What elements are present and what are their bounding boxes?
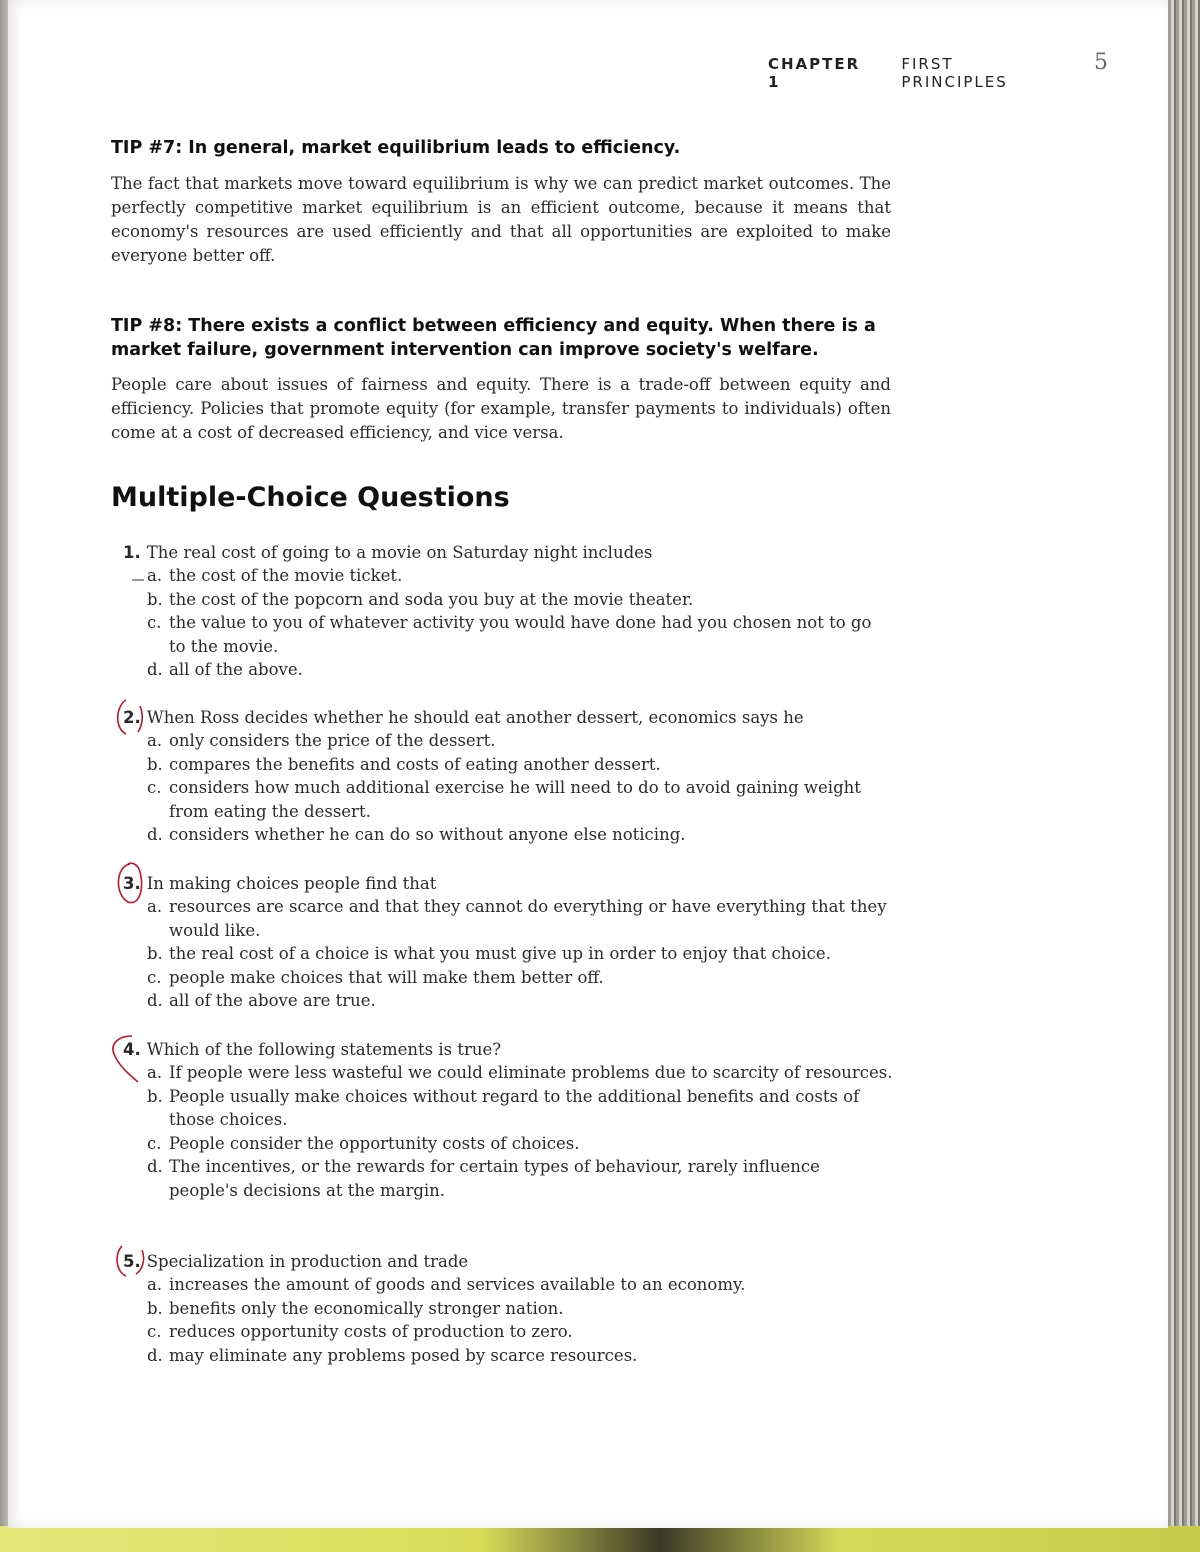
option-text: the cost of the movie ticket. bbox=[169, 566, 403, 585]
answer-option bbox=[147, 942, 893, 966]
option-text: reduces opportunity costs of production to zero. bbox=[169, 1322, 573, 1341]
answer-option bbox=[147, 1344, 893, 1368]
answer-option bbox=[147, 564, 893, 588]
tip-7-body: The fact that markets move toward equilibrium is why we can predict market outcomes. The perfectly competitive market equilibrium is an efficient outcome, because it means that economy's resources are used efficiently and that all opportunities are exploited to make everyone better off. bbox=[111, 174, 891, 265]
question-stem bbox=[123, 1038, 893, 1061]
question-text: The real cost of going to a movie on Saturday night includes bbox=[146, 543, 653, 562]
option-text: considers how much additional exercise he will need to do to avoid gaining weight from eating the dessert. bbox=[169, 778, 861, 821]
question-2 bbox=[123, 706, 893, 847]
answer-option bbox=[147, 1273, 893, 1297]
book-page bbox=[8, 0, 1168, 1528]
answer-option bbox=[147, 966, 893, 990]
answer-option bbox=[147, 895, 893, 942]
option-letter: d. bbox=[147, 660, 163, 679]
answer-option bbox=[147, 611, 893, 658]
question-4 bbox=[123, 1038, 893, 1202]
question-text: When Ross decides whether he should eat another dessert, economics says he bbox=[146, 708, 804, 727]
answer-option bbox=[147, 1085, 893, 1132]
question-text: Specialization in production and trade bbox=[146, 1252, 469, 1271]
option-letter: b. bbox=[147, 944, 163, 963]
page-edge-stack bbox=[1168, 0, 1200, 1552]
option-text: The incentives, or the rewards for certain types of behaviour, rarely influence people's decisions at the margin. bbox=[169, 1157, 820, 1200]
question-stem bbox=[123, 872, 893, 895]
scan-bottom-strip bbox=[0, 1526, 1200, 1552]
answer-options bbox=[123, 1273, 893, 1367]
answer-option bbox=[147, 658, 893, 682]
tip-8-body: People care about issues of fairness and equity. There is a trade-off between equity and efficiency. Policies that promote equity (for example, transfer payments to individuals) often come at a cost of decreased efficiency, and vice versa. bbox=[111, 375, 891, 442]
question-text: Which of the following statements is true? bbox=[146, 1040, 502, 1059]
option-letter: b. bbox=[147, 589, 163, 609]
question-1 bbox=[123, 541, 893, 682]
answer-option bbox=[147, 823, 893, 847]
option-text: may eliminate any problems posed by scarce resources. bbox=[169, 1345, 638, 1365]
answer-option bbox=[147, 1320, 893, 1344]
option-letter: c. bbox=[147, 1133, 162, 1153]
option-text: resources are scarce and that they cannot do everything or have everything that they would like. bbox=[169, 897, 887, 940]
question-3 bbox=[123, 872, 893, 1013]
option-letter: a. bbox=[147, 1063, 163, 1082]
option-text: If people were less wasteful we could eliminate problems due to scarcity of resources. bbox=[169, 1063, 893, 1082]
answer-options bbox=[123, 729, 893, 847]
question-number: 3. bbox=[123, 874, 141, 893]
option-letter: c. bbox=[147, 967, 162, 987]
chapter-label: CHAPTER 1 bbox=[768, 55, 861, 91]
answer-options bbox=[123, 895, 893, 1013]
option-letter: a. bbox=[147, 897, 163, 916]
question-number: 5. bbox=[123, 1252, 141, 1271]
option-letter: d. bbox=[147, 991, 163, 1010]
option-letter: d. bbox=[147, 1157, 163, 1176]
option-text: People usually make choices without regard to the additional benefits and costs of those choices. bbox=[169, 1086, 860, 1129]
tip-8-title: TIP #8: There exists a conflict between efficiency and equity. When there is a market failure, government intervention can improve society's welfare. bbox=[111, 316, 876, 360]
option-text: only considers the price of the dessert. bbox=[169, 731, 496, 750]
option-text: all of the above are true. bbox=[169, 991, 376, 1010]
tip-7-title: TIP #7: In general, market equilibrium leads to efficiency. bbox=[111, 138, 681, 158]
section-heading: Multiple-Choice Questions bbox=[111, 482, 510, 513]
answer-options bbox=[123, 564, 893, 682]
answer-options bbox=[123, 1061, 893, 1202]
question-text: In making choices people find that bbox=[146, 874, 437, 893]
page-number: 5 bbox=[1094, 50, 1108, 75]
option-letter: c. bbox=[147, 1322, 162, 1341]
option-text: people make choices that will make them better off. bbox=[169, 967, 604, 987]
option-text: the cost of the popcorn and soda you buy at the movie theater. bbox=[169, 589, 694, 609]
answer-option bbox=[147, 729, 893, 753]
option-text: People consider the opportunity costs of choices. bbox=[169, 1133, 580, 1153]
question-stem bbox=[123, 706, 893, 729]
option-letter: b. bbox=[147, 754, 163, 774]
option-letter: a. bbox=[147, 731, 163, 750]
question-stem bbox=[123, 1250, 893, 1273]
answer-option bbox=[147, 1061, 893, 1085]
option-text: increases the amount of goods and services available to an economy. bbox=[169, 1275, 746, 1294]
question-stem bbox=[123, 541, 893, 564]
answer-option bbox=[147, 1132, 893, 1156]
option-text: benefits only the economically stronger nation. bbox=[169, 1298, 564, 1318]
answer-option bbox=[147, 989, 893, 1013]
question-number: 1. bbox=[123, 543, 141, 562]
option-text: considers whether he can do so without anyone else noticing. bbox=[169, 825, 686, 844]
option-letter: a. bbox=[147, 566, 163, 585]
running-head bbox=[768, 50, 1108, 91]
question-number: 2. bbox=[123, 708, 141, 727]
question-number: 4. bbox=[123, 1040, 141, 1059]
option-letter: d. bbox=[147, 825, 163, 844]
option-letter: c. bbox=[147, 778, 162, 797]
option-letter: d. bbox=[147, 1345, 163, 1365]
option-letter: c. bbox=[147, 613, 162, 632]
option-text: all of the above. bbox=[169, 660, 303, 679]
option-letter: b. bbox=[147, 1086, 163, 1106]
answer-option bbox=[147, 1297, 893, 1321]
answer-option bbox=[147, 776, 893, 823]
option-text: the real cost of a choice is what you must give up in order to enjoy that choice. bbox=[169, 944, 831, 963]
option-text: the value to you of whatever activity you would have done had you chosen not to go to the movie. bbox=[169, 613, 872, 656]
option-letter: a. bbox=[147, 1275, 163, 1294]
answer-option bbox=[147, 753, 893, 777]
chapter-title: FIRST PRINCIPLES bbox=[901, 55, 1008, 91]
option-letter: b. bbox=[147, 1298, 163, 1318]
option-text: compares the benefits and costs of eating another dessert. bbox=[169, 754, 661, 774]
answer-option bbox=[147, 588, 893, 612]
question-5 bbox=[123, 1250, 893, 1367]
answer-option bbox=[147, 1155, 893, 1202]
